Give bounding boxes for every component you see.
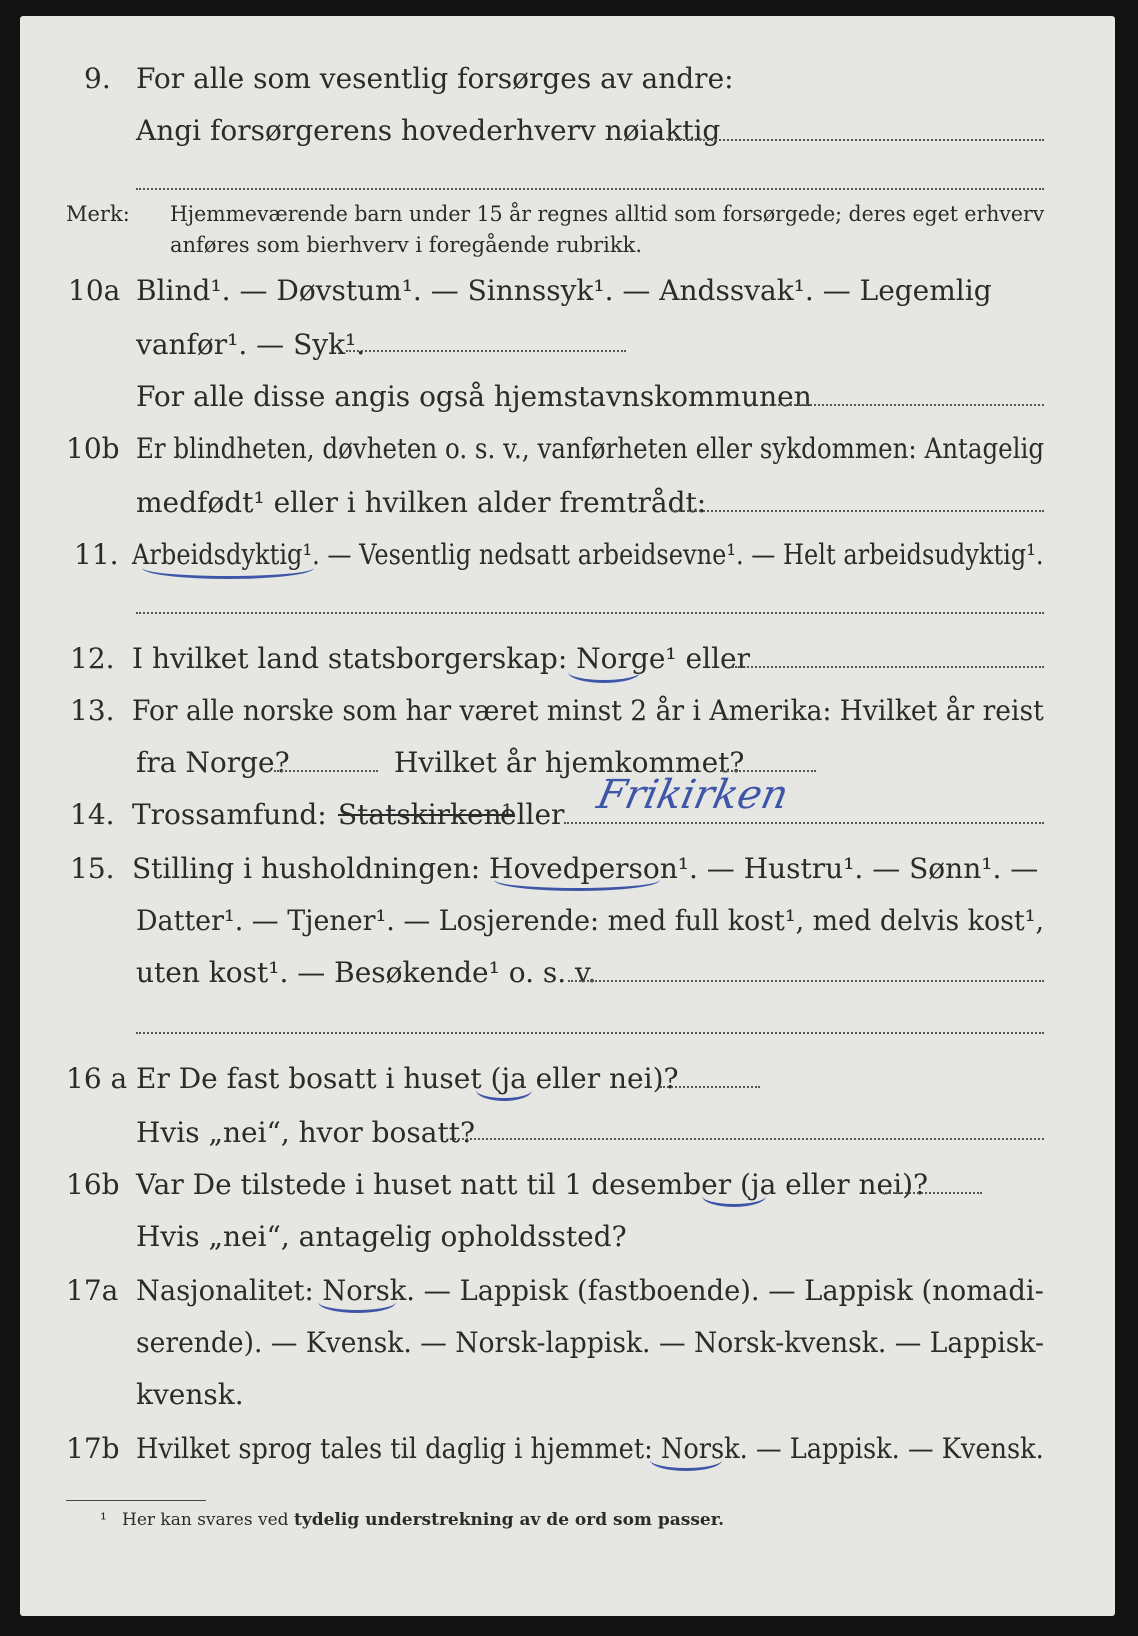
q16b-line2: Hvis „nei“, antagelig opholdssted? (136, 1220, 627, 1253)
q14-number: 14. (70, 798, 115, 831)
q10b-line1: Er blindheten, døvheten o. s. v., vanførheten eller sykdommen: Antagelig (136, 432, 1045, 465)
q16a-bosatt-answer-line[interactable] (450, 1138, 1044, 1140)
q16a-answer-line[interactable] (660, 1086, 760, 1088)
q13-line1: For alle norske som har været minst 2 år i Amerika: Hvilket år reist (132, 694, 1044, 727)
q13-line2a: fra Norge? (136, 746, 290, 779)
merk-label: Merk: (66, 202, 130, 226)
q9-answer-line-2[interactable] (136, 188, 1044, 190)
q14-answer-line[interactable] (564, 822, 1044, 824)
merk-line1: Hjemmeværende barn under 15 år regnes alltid som forsørgede; deres eget erhverv (170, 202, 1045, 226)
q17b-handwritten-underline (650, 1460, 722, 1471)
q14-statskirken-struck: Statskirken¹ (338, 798, 513, 831)
q14-handwritten-answer: Frikirken (593, 772, 793, 818)
q11-line1: Arbeidsdyktig¹. — Vesentlig nedsatt arbeidsevne¹. — Helt arbeidsudyktig¹. (132, 538, 1044, 571)
q13-number: 13. (70, 694, 115, 727)
q10b-number: 10b (66, 432, 120, 465)
q11-answer-line[interactable] (136, 612, 1044, 614)
q12-line1: I hvilket land statsborgerskap: Norge¹ eller (132, 642, 750, 675)
footnote-text-b: tydelig understrekning av de ord som passer. (294, 1510, 725, 1530)
q15-line2: Datter¹. — Tjener¹. — Losjerende: med full kost¹, med delvis kost¹, (136, 904, 1045, 937)
q9-number: 9. (84, 62, 111, 95)
q11-handwritten-underline (142, 568, 314, 579)
q15-answer-line[interactable] (568, 980, 1044, 982)
q13-line2b: Hvilket år hjemkommet? (394, 746, 745, 779)
q10a-line3: For alle disse angis også hjemstavnskommunen (136, 380, 812, 413)
q15-line3: uten kost¹. — Besøkende¹ o. s. v. (136, 956, 597, 989)
q10b-line2: medfødt¹ eller i hvilken alder fremtrådt: (136, 486, 707, 519)
q17a-line3: kvensk. (136, 1378, 244, 1411)
q17a-line1: Nasjonalitet: Norsk. — Lappisk (fastboende). — Lappisk (nomadi- (136, 1274, 1044, 1307)
q11-number: 11. (74, 538, 119, 571)
q17a-number: 17a (66, 1274, 119, 1307)
q15-answer-line-2[interactable] (136, 1032, 1044, 1034)
q12-answer-line[interactable] (732, 666, 1044, 668)
q10a-answer-line[interactable] (346, 350, 626, 352)
q9-answer-line[interactable] (668, 139, 1044, 141)
q17b-line1: Hvilket sprog tales til daglig i hjemmet: Norsk. — Lappisk. — Kvensk. (136, 1432, 1044, 1465)
q17a-line2: serende). — Kvensk. — Norsk-lappisk. — Norsk-kvensk. — Lappisk- (136, 1326, 1045, 1359)
q16b-handwritten-underline (702, 1196, 766, 1207)
q16a-line2: Hvis „nei“, hvor bosatt? (136, 1116, 475, 1149)
q16b-line1: Var De tilstede i huset natt til 1 desember (ja eller nei)? (136, 1168, 929, 1201)
q10a-line1: Blind¹. — Døvstum¹. — Sinnssyk¹. — Andssvak¹. — Legemlig (136, 274, 992, 307)
q15-handwritten-underline (494, 880, 660, 891)
q10a-hjemstavn-line[interactable] (766, 404, 1044, 406)
census-form-page (20, 16, 1115, 1616)
q16b-answer-line[interactable] (882, 1192, 982, 1194)
footnote-text-a: Her kan svares ved (122, 1510, 289, 1530)
q15-number: 15. (70, 852, 115, 885)
q16a-number: 16 a (66, 1062, 128, 1095)
merk-line2: anføres som bierhverv i foregående rubrikk. (170, 233, 643, 257)
q9-line2: Angi forsørgerens hovederhverv nøiaktig (136, 114, 721, 147)
q17b-number: 17b (66, 1432, 120, 1465)
q16b-number: 16b (66, 1168, 120, 1201)
q14-label: Trossamfund: (132, 798, 327, 831)
q17a-handwritten-underline (318, 1302, 396, 1313)
q16a-line1: Er De fast bosatt i huset (ja eller nei)? (136, 1062, 679, 1095)
q10a-number: 10a (68, 274, 121, 307)
q10a-line2: vanfør¹. — Syk¹. (136, 328, 366, 361)
q14-eller: eller (500, 798, 565, 831)
q15-line1: Stilling i husholdningen: Hovedperson¹. — Hustru¹. — Sønn¹. — (132, 852, 1039, 885)
q12-handwritten-underline (568, 672, 640, 683)
footnote-mark: ¹ (100, 1510, 107, 1530)
q13-reist-answer-line[interactable] (274, 770, 378, 772)
footnote-rule (66, 1500, 206, 1501)
q10b-answer-line[interactable] (672, 510, 1044, 512)
q16a-handwritten-underline (476, 1090, 532, 1101)
q12-number: 12. (70, 642, 115, 675)
q9-line1: For alle som vesentlig forsørges av andre: (136, 62, 734, 95)
